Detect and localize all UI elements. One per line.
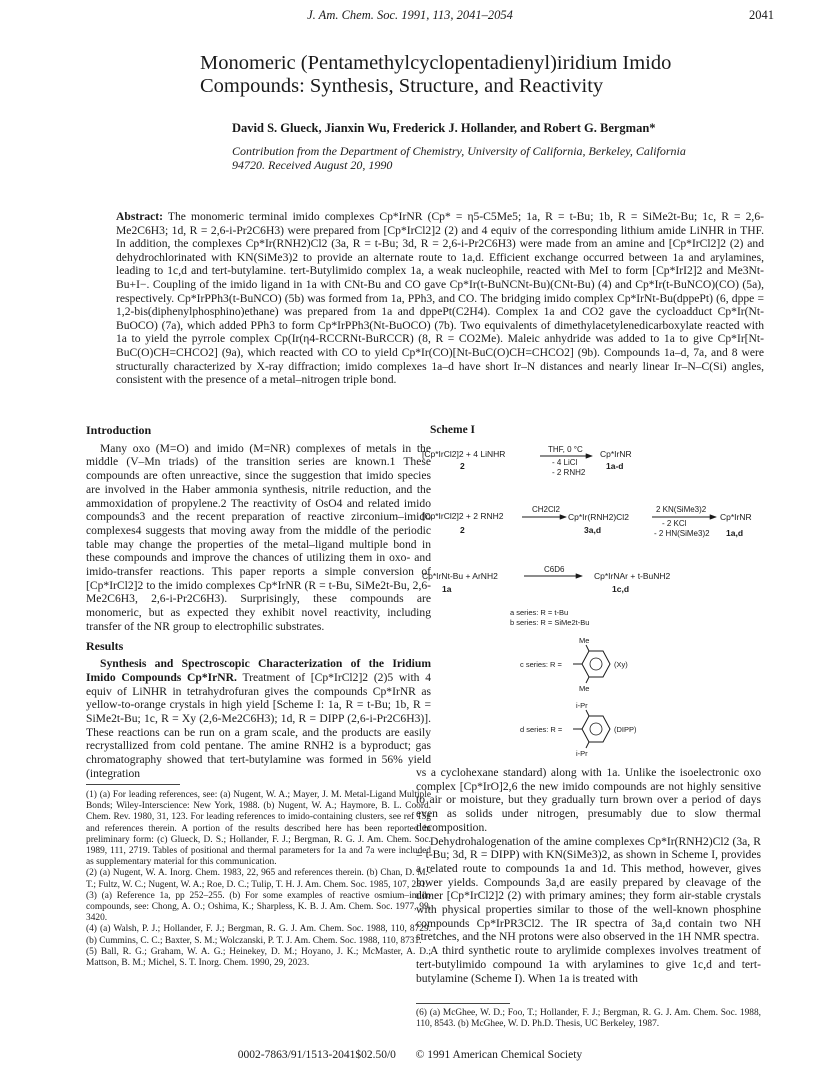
right-paragraph-3: A third synthetic route to arylimide complexes involves treatment of tert-butylimido compound 1a with arylamines to give 1c,d and tert-butylamine (Scheme I). When 1a is treated with xyxy=(416,944,761,985)
series-d-label: d series: R = xyxy=(520,725,563,734)
r2-reactant-number: 2 xyxy=(460,525,465,535)
series-c-label: c series: R = xyxy=(520,660,562,669)
page-footer xyxy=(0,1049,820,1061)
r1-reactant-number: 2 xyxy=(460,461,465,471)
r2-condition-2: 2 KN(SiMe3)2 xyxy=(656,505,707,514)
r3-products: Cp*IrNAr + t-BuNH2 xyxy=(594,571,671,581)
r1-product-number: 1a-d xyxy=(606,461,624,471)
introduction-text: Many oxo (M=O) and imido (M=NR) complexes of metals in the middle (V–Mn triads) of the transition series are known.1 These compounds are often unreactive, since the suggestion that imido species are involved in the Haber ammonia synthesis, nitrile reduction, and the ammoxidation of propylene.2 The reactivity of OsO4 and related imido compounds3 and the recent preparation of reactive zirconium–imido complexes4 suggests that moving away from the middle of the periodic table may change the properties of the metal–ligand multiple bond in these compounds and improve the chances of utilizing them in oxo- and imido-transfer reactions. This paper reports a simple conversion of [Cp*IrCl2]2 to the imido complexes Cp*IrNR (R = t-Bu, SiMe2t-Bu, 2,6-Me2C6H3, 2,6-i-Pr2C6H3). Surprisingly, these compounds are monomeric, but as expected they exhibit novel reactivity, including transfer of the NR group to electrophilic substrates. xyxy=(86,441,431,633)
r1-byproduct-1: - 4 LiCl xyxy=(552,458,578,467)
right-paragraph-2: Dehydrohalogenation of the amine complexes Cp*Ir(RNH2)Cl2 (3a, R = t-Bu; 3d, R = DIPP) with KN(SiMe3)2, as shown in Scheme I, provides a related route to compounds 1a and 1d. This method, however, gives lower yields. Compounds 3a,d are easily prepared by cleavage of the dimer [Cp*IrCl2]2 (2) with primary amines; they form air-stable crystals with physical properties similar to those of the well-known phosphine compounds Cp*IrPR3Cl2. The IR spectra of 3a,d contain two NH stretches, and the NH protons were also observed in the 1H NMR spectra. xyxy=(416,834,761,944)
dipp-isopropyl-top: i-Pr xyxy=(576,701,588,710)
footnote-2: (2) (a) Nugent, W. A. Inorg. Chem. 1983, 22, 965 and references therein. (b) Chan, D. M.-T.; Fultz, W. C.; Nugent, W. A.; Roe, D. C.; Tulip, T. H. J. Am. Chem. Soc. 1985, 107, 251. xyxy=(86,868,431,890)
r3-product-number: 1c,d xyxy=(612,584,630,594)
r2-byproduct-2: - 2 HN(SiMe3)2 xyxy=(654,529,710,538)
series-b: b series: R = SiMe2t-Bu xyxy=(510,618,590,627)
dipp-abbrev: (DIPP) xyxy=(614,725,637,734)
r1-byproduct-2: - 2 RNH2 xyxy=(552,468,586,477)
running-header: J. Am. Chem. Soc. 1991, 113, 2041–2054 xyxy=(307,8,513,22)
affiliation: Contribution from the Department of Chemistry, University of California, Berkeley, California 94720. Received August 20, 1990 xyxy=(232,144,686,172)
dipp-isopropyl-bond-top xyxy=(586,710,589,716)
dipp-benzene-ring-icon xyxy=(582,716,610,742)
dipp-aromatic-circle xyxy=(590,723,602,735)
scheme-diagram xyxy=(416,440,776,762)
abstract-label: Abstract: xyxy=(116,210,164,223)
results-heading: Results xyxy=(86,638,124,653)
footnote-3: (3) (a) Reference 1a, pp 252–255. (b) For some examples of reactive osmium–imido compounds, see: Chong, A. O.; Oshima, K.; Sharpless, K. B. J. Am. Chem. Soc. 1977, 99, 3420. xyxy=(86,890,431,924)
r3-reactants: Cp*IrNt-Bu + ArNH2 xyxy=(422,571,498,581)
r1-condition: THF, 0 °C xyxy=(548,445,583,454)
r2-intermediate: Cp*Ir(RNH2)Cl2 xyxy=(568,512,629,522)
footnote-rule-left xyxy=(86,784,180,785)
right-column-text xyxy=(416,766,761,985)
xy-methyl-bond-bottom xyxy=(586,677,589,683)
xy-methyl-bottom: Me xyxy=(579,684,590,693)
abstract xyxy=(116,210,764,387)
xy-abbrev: (Xy) xyxy=(614,660,628,669)
footnote-1: (1) (a) For leading references, see: (a) Nugent, W. A.; Mayer, J. M. Metal-Ligand Multiple Bonds; Wiley-Interscience: New York, 1988. (b) Nugent, W. A.; Haymore, B. L. Coord. Chem. Rev. 1980, 31, 123. For leading references to imido-containing clusters, see ref 15g and references therein. A portion of the results described here has been reported in preliminary form: (c) Glueck, D. S.; Hollander, F. J.; Bergman, R. G. J. Am. Chem. Soc. 1989, 111, 2719. Tables of positional and thermal parameters for 1a and 7a were included as supplementary material for this communication. xyxy=(86,790,431,868)
introduction-heading: Introduction xyxy=(86,423,152,437)
footnotes-left xyxy=(86,790,431,969)
r2-reactants: [Cp*IrCl2]2 + 2 RNH2 xyxy=(422,511,504,521)
footnote-rule-right xyxy=(416,1003,510,1004)
r1-product: Cp*IrNR xyxy=(600,449,632,459)
scheme-label: Scheme I xyxy=(430,424,476,436)
xy-methyl-top: Me xyxy=(579,636,590,645)
results-text: Treatment of [Cp*IrCl2]2 (2)5 with 4 equiv of LiNHR in tetrahydrofuran gives the compounds Cp*IrNR as yellow-to-orange crystals in high yield [Scheme I: 1a, R = t-Bu; 1b, R = SiMe2t-Bu; 1c, R = Xy (2,6-Me2C6H3); 1d, R = DIPP (2,6-i-Pr2C6H3)]. These reactions can be run on a gram scale, and the products are easily recrystallized from cold pentane. The amine RNH2 is a byproduct; gas chromatography showed that tert-butylamine was formed in 56% yield (integration xyxy=(86,670,431,780)
xy-benzene-ring-icon xyxy=(582,651,610,677)
footnote-6: (6) (a) McGhee, W. D.; Foo, T.; Hollander, F. J.; Bergman, R. G. J. Am. Chem. Soc. 1988, 110, 8543. (b) McGhee, W. D. Ph.D. Thesis, UC Berkeley, 1987. xyxy=(416,1008,761,1030)
issn-code: 0002-7863/91/1513-2041$02.50/0 xyxy=(237,1049,396,1061)
article-title: Monomeric (Pentamethylcyclopentadienyl)iridium Imido Compounds: Synthesis, Structure, and Reactivity xyxy=(200,52,672,97)
page-number: 2041 xyxy=(749,8,774,22)
r2-byproduct-1: - 2 KCl xyxy=(662,519,687,528)
author-list: David S. Glueck, Jianxin Wu, Frederick J. Hollander, and Robert G. Bergman* xyxy=(232,121,656,135)
copyright: © 1991 American Chemical Society xyxy=(415,1049,583,1061)
xy-methyl-bond-top xyxy=(586,645,589,651)
r2-product: Cp*IrNR xyxy=(720,512,752,522)
r2-intermediate-number: 3a,d xyxy=(584,525,602,535)
r2-condition-1: CH2Cl2 xyxy=(532,505,561,514)
right-paragraph-1: vs a cyclohexane standard) along with 1a. Unlike the isoelectronic oxo complex [Cp*IrO]2,6 the new imido compounds are not highly sensitive to air or moisture, but they gradually turn brown over a period of days even as solids under nitrogen, presumably due to slow thermal decomposition. xyxy=(416,766,761,834)
left-column xyxy=(86,424,431,781)
dipp-isopropyl-bottom: i-Pr xyxy=(576,749,588,758)
xy-aromatic-circle xyxy=(590,658,602,670)
series-a: a series: R = t-Bu xyxy=(510,608,569,617)
results-subheading: Synthesis and Spectroscopic Characterization of the Iridium Imido Compounds Cp*IrNR. xyxy=(86,657,431,684)
footnote-5: (5) Ball, R. G.; Graham, W. A. G.; Heinekey, D. M.; Hoyano, J. K.; McMaster, A. D.; Mattson, B. M.; Michel, S. T. Inorg. Chem. 1990, 29, 2023. xyxy=(86,946,431,969)
footnote-4: (4) (a) Walsh, P. J.; Hollander, F. J.; Bergman, R. G. J. Am. Chem. Soc. 1988, 110, 8729. (b) Cummins, C. C.; Baxter, S. M.; Wolczanski, P. T. J. Am. Chem. Soc. 1988, 110, 8731. xyxy=(86,924,431,946)
results-paragraph xyxy=(86,657,431,780)
abstract-text: The monomeric terminal imido complexes Cp*IrNR (Cp* = η5-C5Me5; 1a, R = t-Bu; 1b, R = SiMe2t-Bu; 1c, R = 2,6-Me2C6H3; 1d, R = 2,6-i-Pr2C6H3) were prepared from [Cp*IrCl2]2 (2) and 4 equiv of the corresponding lithium amide LiNHR in THF. In addition, the complexes Cp*Ir(RNH2)Cl2 (3a, R = t-Bu; 3d, R = 2,6-i-Pr2C6H3) were made from an amine and [Cp*IrCl2]2 (2) and dehydrochlorinated with KN(SiMe3)2 to provide an alternate route to 1a,d. Efficient exchange occurred between 1a and arylamines, leading to 1c,d and tert-butylamine. tert-Butylimido complex 1a, a weak nucleophile, reacted with MeI to form [Cp*IrI2]2 and Me3Nt-Bu+I−. Coupling of the imido ligand in 1a with CNt-Bu and CO gave Cp*Ir(t-BuNCNt-Bu)(CNt-Bu) (4) and Cp*Ir(t-BuNCO)(CO) (5a), respectively. Cp*IrPPh3(t-BuNCO) (5b) was formed from 1a, PPh3, and CO. The bridging imido complex Cp*IrNt-Bu(dppePt) (6, dppe = 1,2-bis(diphenylphosphino)ethane) was prepared from 1a and dppePt(C2H4). Complex 1a and CO2 gave the cycloadduct Cp*Ir(Nt-BuOCO) (7a), which added PPh3 to form Cp*IrPPh3(Nt-BuOCO) (7b). Two equivalents of dimethylacetylenedicarboxylate reacted with 1a to yield the pyrrole complex Cp(Ir(η4-RCCRNt-BuRCCR) (8, R = CO2Me). Maleic anhydride was added to 1a to give Cp*Ir[Nt-BuC(O)CH=CHCO2] (9a), which reacted with CO to yield Cp*Ir(CO)[Nt-BuC(O)CH=CHCO2] (9b). Compounds 1a–d, 7a, and 8 were structurally characterized by X-ray diffraction; imido complexes 1a–d have short Ir–N distances and nearly linear Ir–N–C(Si) angles, consistent with the presence of a metal–nitrogen triple bond. xyxy=(116,210,764,387)
r2-product-number: 1a,d xyxy=(726,528,744,538)
dipp-isopropyl-bond-bottom xyxy=(586,742,589,748)
r3-condition: C6D6 xyxy=(544,565,565,574)
r1-reactants: [Cp*IrCl2]2 + 4 LiNHR xyxy=(422,449,506,459)
r3-reactant-number: 1a xyxy=(442,584,452,594)
